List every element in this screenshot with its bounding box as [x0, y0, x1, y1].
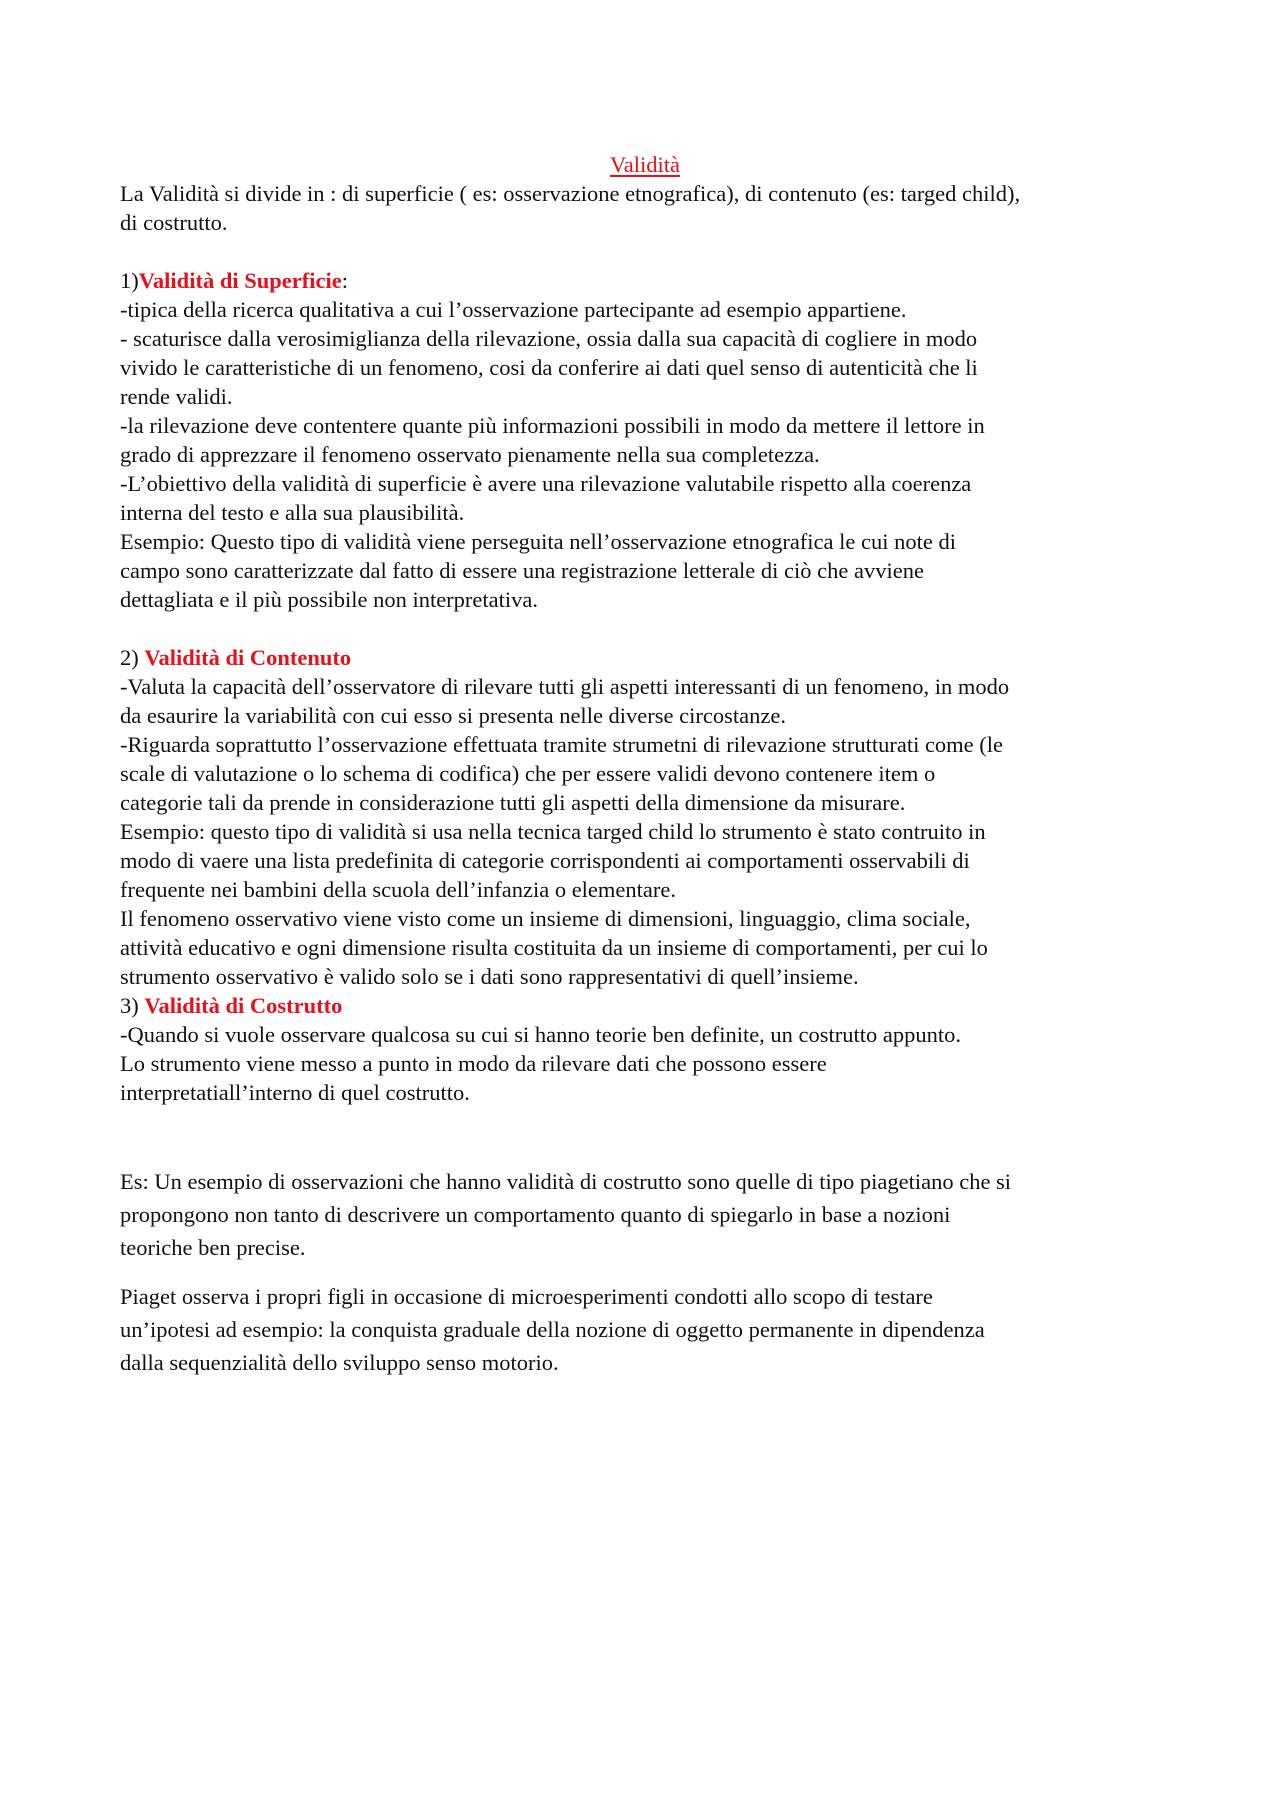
body-line: -Riguarda soprattutto l’osservazione effettuata tramite strumetni di rilevazione strutturati come (le: [120, 732, 1004, 757]
body-line: dettagliata e il più possibile non interpretativa.: [120, 587, 539, 612]
section-title: Validità di Superficie: [138, 268, 342, 293]
body-line: -Quando si vuole osservare qualcosa su cui si hanno teorie ben definite, un costrutto appunto.: [120, 1022, 962, 1047]
section-number: 1): [120, 268, 139, 293]
section-heading-superficie: [120, 266, 1170, 295]
title-row: [120, 150, 1170, 179]
section-number: 3): [120, 993, 145, 1018]
intro-line: La Validità si divide in : di superficie ( es: osservazione etnografica), di contenuto (es: targed child),: [120, 181, 1021, 206]
body-line: grado di apprezzare il fenomeno osservato pienamente nella sua completezza.: [120, 442, 820, 467]
body-line: teoriche ben precise.: [120, 1235, 306, 1260]
blank-space: [120, 1107, 1170, 1165]
body-line: -Valuta la capacità dell’osservatore di rilevare tutti gli aspetti interessanti di un fenomeno, in modo: [120, 674, 1010, 699]
section-heading-costrutto: [120, 991, 1170, 1020]
body-line: - scaturisce dalla verosimiglianza della rilevazione, ossia dalla sua capacità di cogliere in modo: [120, 326, 978, 351]
body-line: attività educativo e ogni dimensione risulta costituita da un insieme di comportamenti, per cui lo: [120, 935, 988, 960]
example-paragraph: [120, 1165, 1170, 1264]
paragraph-gap: [120, 1264, 1170, 1280]
section-heading-contenuto: [120, 643, 1170, 672]
body-line: propongono non tanto di descrivere un comportamento quanto di spiegarlo in base a nozioni: [120, 1202, 951, 1227]
body-line: campo sono caratterizzate dal fatto di essere una registrazione letterale di ciò che avviene: [120, 558, 924, 583]
body-line: Lo strumento viene messo a punto in modo da rilevare dati che possono essere: [120, 1051, 827, 1076]
section-colon: :: [341, 268, 348, 293]
body-line: frequente nei bambini della scuola dell’infanzia o elementare.: [120, 877, 676, 902]
body-line: Es: Un esempio di osservazioni che hanno validità di costrutto sono quelle di tipo piagetiano che si: [120, 1169, 1012, 1194]
body-line: Piaget osserva i propri figli in occasione di microesperimenti condotti allo scopo di testare: [120, 1284, 933, 1309]
body-line: modo di vaere una lista predefinita di categorie corrispondenti ai comportamenti osservabili di: [120, 848, 970, 873]
intro-line: di costrutto.: [120, 210, 228, 235]
body-line: rende validi.: [120, 384, 233, 409]
body-line: Il fenomeno osservativo viene visto come un insieme di dimensioni, linguaggio, clima sociale,: [120, 906, 971, 931]
blank-line: [120, 614, 1170, 643]
body-line: -la rilevazione deve contentere quante più informazioni possibili in modo da mettere il lettore in: [120, 413, 985, 438]
body-line: Esempio: Questo tipo di validità viene perseguita nell’osservazione etnografica le cui note di: [120, 529, 956, 554]
body-line: vivido le caratteristiche di un fenomeno, cosi da conferire ai dati quel senso di autenticità che li: [120, 355, 978, 380]
body-line: scale di valutazione o lo schema di codifica) che per essere validi devono contenere item o: [120, 761, 936, 786]
body-line: strumento osservativo è valido solo se i dati sono rappresentativi di quell’insieme.: [120, 964, 859, 989]
section-title: Validità di Contenuto: [144, 645, 352, 670]
document-page: [120, 150, 1170, 1379]
section-number: 2): [120, 645, 145, 670]
body-line: -L’obiettivo della validità di superficie è avere una rilevazione valutabile rispetto alla coerenza: [120, 471, 972, 496]
body-line: categorie tali da prende in considerazione tutti gli aspetti della dimensione da misurare.: [120, 790, 906, 815]
piaget-paragraph: [120, 1280, 1170, 1379]
body-line: dalla sequenzialità dello sviluppo senso motorio.: [120, 1350, 559, 1375]
body-line: un’ipotesi ad esempio: la conquista graduale della nozione di oggetto permanente in dipendenza: [120, 1317, 985, 1342]
section-title: Validità di Costrutto: [144, 993, 343, 1018]
document-title: Validità: [610, 152, 680, 177]
blank-line: [120, 237, 1170, 266]
body-line: interpretatiall’interno di quel costrutto.: [120, 1080, 470, 1105]
body-line: interna del testo e alla sua plausibilità.: [120, 500, 465, 525]
body-line: -tipica della ricerca qualitativa a cui l’osservazione partecipante ad esempio appartiene.: [120, 297, 907, 322]
body-line: da esaurire la variabilità con cui esso si presenta nelle diverse circostanze.: [120, 703, 786, 728]
body-line: Esempio: questo tipo di validità si usa nella tecnica targed child lo strumento è stato contruito in: [120, 819, 986, 844]
